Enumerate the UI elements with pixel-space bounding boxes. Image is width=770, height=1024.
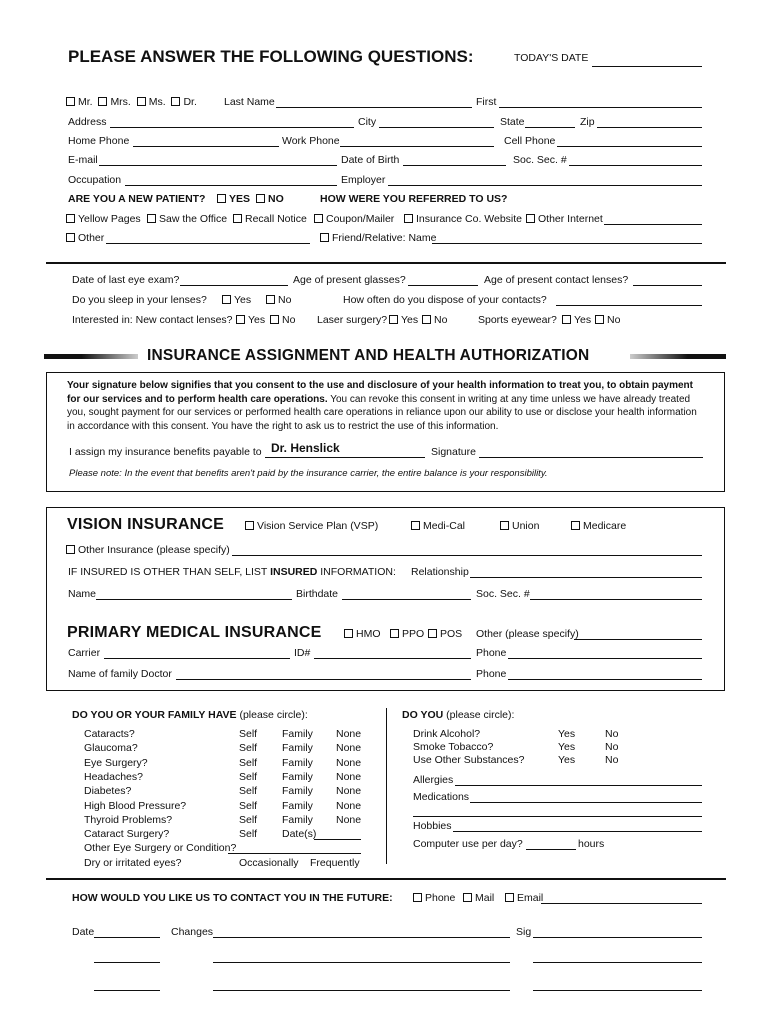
vision-other-field[interactable] bbox=[232, 555, 702, 556]
consent-text: Your signature below signifies that you consent to the use and disclosure of your health information to treat you, to obtain payment for our services and to perform health care operations. You can revoke this consent in writing at any time unless we have already treated you, sought payment for our services or performed health care operations in reliance upon our ability to use or disclose your health information in accordance with this consent. You have the right to ask us to restrict the use of this information. bbox=[67, 380, 697, 432]
computer-hours-field[interactable] bbox=[526, 849, 576, 850]
carrier-phone-label: Phone bbox=[476, 647, 507, 659]
vision-vsp[interactable]: Vision Service Plan (VSP) bbox=[245, 520, 378, 532]
checkbox-icon[interactable] bbox=[217, 194, 226, 203]
log-date-field[interactable] bbox=[94, 962, 160, 963]
checkbox-icon[interactable] bbox=[595, 315, 604, 324]
choice-self[interactable]: Self bbox=[239, 828, 258, 841]
checkbox-icon[interactable] bbox=[266, 295, 275, 304]
if-insured-label: IF INSURED IS OTHER THAN SELF, LIST INSURED INFORMATION: bbox=[68, 566, 396, 578]
log-sig-label: Sig bbox=[516, 926, 532, 938]
medical-other-label: Other (please specify) bbox=[476, 628, 579, 640]
medical-pos[interactable]: POS bbox=[428, 628, 462, 640]
log-sig-field[interactable] bbox=[533, 990, 702, 991]
family-history-heading: DO YOU OR YOUR FAMILY HAVE (please circle): bbox=[72, 709, 308, 721]
new-patient-label: ARE YOU A NEW PATIENT? bbox=[68, 193, 206, 205]
title-mr[interactable]: Mr. bbox=[66, 96, 93, 108]
city-field[interactable] bbox=[379, 127, 494, 128]
choice-self[interactable]: Self bbox=[239, 813, 258, 826]
checkbox-icon[interactable] bbox=[428, 629, 437, 638]
work-phone-field[interactable] bbox=[340, 146, 494, 147]
log-sig-field[interactable] bbox=[533, 962, 702, 963]
choice-self[interactable]: Self bbox=[239, 756, 258, 769]
age-glasses-label: Age of present glasses? bbox=[293, 274, 406, 286]
vision-union[interactable]: Union bbox=[500, 520, 539, 532]
log-changes-field[interactable] bbox=[213, 937, 510, 938]
sleep-no[interactable]: No bbox=[266, 294, 291, 306]
log-sig-field[interactable] bbox=[533, 937, 702, 938]
dispose-label: How often do you dispose of your contacts? bbox=[343, 294, 547, 306]
email-label: E-mail bbox=[68, 154, 98, 166]
ssn-field[interactable] bbox=[569, 165, 702, 166]
medical-id-field[interactable] bbox=[314, 658, 471, 659]
checkbox-icon[interactable] bbox=[320, 233, 329, 242]
vision-medicare[interactable]: Medicare bbox=[571, 520, 626, 532]
choice-no[interactable]: No bbox=[605, 728, 619, 740]
consent-box bbox=[46, 372, 725, 492]
first-name-label: First bbox=[476, 96, 497, 108]
last-name-label: Last Name bbox=[224, 96, 275, 108]
insurance-assignment-title: INSURANCE ASSIGNMENT AND HEALTH AUTHORIZATION bbox=[147, 347, 590, 364]
checkbox-icon[interactable] bbox=[500, 521, 509, 530]
choice-none[interactable]: None bbox=[336, 728, 362, 740]
referral-yellow-pages[interactable]: Yellow Pages bbox=[66, 213, 141, 225]
carrier-field[interactable] bbox=[104, 658, 290, 659]
assign-benefits-label: I assign my insurance benefits payable to bbox=[69, 446, 262, 458]
friend-name-field[interactable] bbox=[432, 243, 702, 244]
condition-label: Headaches? bbox=[84, 770, 143, 783]
log-date-field[interactable] bbox=[94, 990, 160, 991]
column-divider bbox=[386, 708, 387, 864]
carrier-label: Carrier bbox=[68, 647, 101, 659]
checkbox-icon[interactable] bbox=[66, 214, 75, 223]
sleep-yes[interactable]: Yes bbox=[222, 294, 251, 306]
condition-label: Glaucoma? bbox=[84, 742, 138, 755]
title-bar-right bbox=[630, 354, 726, 359]
dry-eyes-occasionally[interactable]: Occasionally bbox=[239, 857, 299, 869]
checkbox-icon[interactable] bbox=[147, 214, 156, 223]
title-bar-left bbox=[44, 354, 138, 359]
title-mrs[interactable]: Mrs. bbox=[98, 96, 130, 108]
choice-none[interactable]: None bbox=[336, 799, 362, 812]
doctor-phone-label: Phone bbox=[476, 668, 507, 680]
log-date-field[interactable] bbox=[94, 937, 160, 938]
email-field[interactable] bbox=[99, 165, 337, 166]
checkbox-icon[interactable] bbox=[526, 214, 535, 223]
other-surgery-label: Other Eye Surgery or Condition? bbox=[84, 842, 237, 854]
referral-other-internet[interactable]: Other Internet bbox=[526, 213, 603, 225]
interested-label: Interested in: New contact lenses? bbox=[72, 314, 233, 326]
medications-field[interactable] bbox=[470, 802, 702, 803]
occupation-label: Occupation bbox=[68, 174, 122, 186]
employer-label: Employer bbox=[341, 174, 386, 186]
medical-other-field[interactable] bbox=[574, 639, 702, 640]
choice-self[interactable]: Self bbox=[239, 785, 258, 798]
do-you-heading: DO YOU (please circle): bbox=[402, 709, 515, 721]
condition-label: High Blood Pressure? bbox=[84, 799, 187, 812]
cataract-dates-field[interactable] bbox=[314, 839, 361, 840]
hobbies-label: Hobbies bbox=[413, 820, 452, 832]
condition-label: Diabetes? bbox=[84, 785, 132, 798]
checkbox-icon[interactable] bbox=[137, 97, 146, 106]
contact-mail[interactable]: Mail bbox=[463, 892, 494, 904]
cataract-dates-label: Date(s) bbox=[282, 828, 317, 841]
state-field[interactable] bbox=[525, 127, 575, 128]
computer-use-label: Computer use per day? bbox=[413, 838, 523, 850]
checkbox-icon[interactable] bbox=[236, 315, 245, 324]
checkbox-icon[interactable] bbox=[270, 315, 279, 324]
medical-ppo[interactable]: PPO bbox=[390, 628, 424, 640]
relationship-label: Relationship bbox=[411, 566, 469, 578]
carrier-phone-field[interactable] bbox=[508, 658, 702, 659]
choice-self[interactable]: Self bbox=[239, 799, 258, 812]
home-phone-field[interactable] bbox=[133, 146, 279, 147]
choice-self[interactable]: Self bbox=[239, 770, 258, 783]
dry-eyes-label: Dry or irritated eyes? bbox=[84, 857, 182, 869]
allergies-label: Allergies bbox=[413, 774, 454, 786]
condition-label: Cataracts? bbox=[84, 728, 135, 740]
checkbox-icon[interactable] bbox=[411, 521, 420, 530]
checkbox-icon[interactable] bbox=[98, 97, 107, 106]
other-surgery-field[interactable] bbox=[228, 853, 361, 854]
choice-family[interactable]: Family bbox=[282, 742, 313, 755]
referred-label: HOW WERE YOU REFERRED TO US? bbox=[320, 193, 508, 205]
referral-recall-notice[interactable]: Recall Notice bbox=[233, 213, 307, 225]
occupation-field[interactable] bbox=[125, 185, 337, 186]
employer-field[interactable] bbox=[388, 185, 702, 186]
city-label: City bbox=[358, 116, 377, 128]
checkbox-icon[interactable] bbox=[344, 629, 353, 638]
choice-family[interactable]: Family bbox=[282, 785, 313, 798]
zip-field[interactable] bbox=[597, 127, 702, 128]
referral-coupon[interactable]: Coupon/Mailer bbox=[314, 213, 394, 225]
choice-none[interactable]: None bbox=[336, 770, 362, 783]
checkbox-icon[interactable] bbox=[66, 233, 75, 242]
insured-birthdate-field[interactable] bbox=[342, 599, 471, 600]
checkbox-icon[interactable] bbox=[66, 545, 75, 554]
section-divider-bottom bbox=[46, 878, 726, 880]
payee-name: Dr. Henslick bbox=[271, 441, 340, 455]
new-patient-yes[interactable]: YES bbox=[217, 193, 250, 205]
checkbox-icon[interactable] bbox=[66, 97, 75, 106]
log-changes-field[interactable] bbox=[213, 962, 510, 963]
log-date-label: Date bbox=[72, 926, 95, 938]
medications-field-2[interactable] bbox=[413, 816, 702, 817]
choice-family[interactable]: Family bbox=[282, 770, 313, 783]
dob-label: Date of Birth bbox=[341, 154, 400, 166]
contacts-no[interactable]: No bbox=[270, 314, 295, 326]
sleep-lenses-label: Do you sleep in your lenses? bbox=[72, 294, 207, 306]
ssn-label: Soc. Sec. # bbox=[513, 154, 567, 166]
choice-family[interactable]: Family bbox=[282, 756, 313, 769]
choice-none[interactable]: None bbox=[336, 742, 362, 755]
age-contacts-field[interactable] bbox=[633, 285, 702, 286]
checkbox-icon[interactable] bbox=[562, 315, 571, 324]
home-phone-label: Home Phone bbox=[68, 135, 130, 147]
dob-field[interactable] bbox=[403, 165, 506, 166]
age-contacts-label: Age of present contact lenses? bbox=[484, 274, 629, 286]
checkbox-icon[interactable] bbox=[505, 893, 514, 902]
title-options bbox=[66, 96, 197, 108]
contact-question: HOW WOULD YOU LIKE US TO CONTACT YOU IN THE FUTURE: bbox=[72, 892, 393, 904]
dispose-field[interactable] bbox=[556, 305, 702, 306]
contact-email-field[interactable] bbox=[541, 903, 702, 904]
last-exam-label: Date of last eye exam? bbox=[72, 274, 180, 286]
habit-label: Use Other Substances? bbox=[413, 754, 525, 766]
condition-label: Cataract Surgery? bbox=[84, 828, 170, 841]
doctor-phone-field[interactable] bbox=[508, 679, 702, 680]
referral-other-field[interactable] bbox=[106, 243, 310, 244]
family-doctor-field[interactable] bbox=[176, 679, 471, 680]
state-label: State bbox=[500, 116, 525, 128]
sports-no[interactable]: No bbox=[595, 314, 620, 326]
insured-birthdate-label: Birthdate bbox=[296, 588, 339, 600]
title-ms[interactable]: Ms. bbox=[137, 96, 166, 108]
last-exam-field[interactable] bbox=[180, 285, 288, 286]
checkbox-icon[interactable] bbox=[245, 521, 254, 530]
page-title: PLEASE ANSWER THE FOLLOWING QUESTIONS: bbox=[68, 47, 474, 66]
choice-none[interactable]: None bbox=[336, 813, 362, 826]
cell-phone-field[interactable] bbox=[557, 146, 702, 147]
work-phone-label: Work Phone bbox=[282, 135, 340, 147]
dry-eyes-frequently[interactable]: Frequently bbox=[310, 857, 360, 869]
insured-name-label: Name bbox=[68, 588, 97, 600]
referral-other[interactable]: Other bbox=[66, 232, 104, 244]
referral-insurance-website[interactable]: Insurance Co. Website bbox=[404, 213, 522, 225]
payee-field[interactable] bbox=[265, 457, 425, 458]
contacts-yes[interactable]: Yes bbox=[236, 314, 265, 326]
choice-family[interactable]: Family bbox=[282, 728, 313, 740]
checkbox-icon[interactable] bbox=[463, 893, 472, 902]
vision-medi-cal[interactable]: Medi-Cal bbox=[411, 520, 465, 532]
signature-field[interactable] bbox=[479, 457, 703, 458]
first-name-field[interactable] bbox=[499, 107, 702, 108]
checkbox-icon[interactable] bbox=[314, 214, 323, 223]
address-label: Address bbox=[68, 116, 107, 128]
choice-no[interactable]: No bbox=[605, 754, 619, 766]
checkbox-icon[interactable] bbox=[422, 315, 431, 324]
sports-yes[interactable]: Yes bbox=[562, 314, 591, 326]
section-divider bbox=[46, 262, 726, 264]
cell-phone-label: Cell Phone bbox=[504, 135, 556, 147]
choice-none[interactable]: None bbox=[336, 756, 362, 769]
vision-insurance-title: VISION INSURANCE bbox=[67, 516, 224, 533]
hobbies-field[interactable] bbox=[453, 831, 702, 832]
checkbox-icon[interactable] bbox=[256, 194, 265, 203]
primary-medical-title: PRIMARY MEDICAL INSURANCE bbox=[67, 624, 322, 641]
todays-date-label: TODAY'S DATE bbox=[514, 52, 589, 64]
checkbox-icon[interactable] bbox=[413, 893, 422, 902]
laser-label: Laser surgery? bbox=[317, 314, 388, 326]
log-changes-field[interactable] bbox=[213, 990, 510, 991]
relationship-field[interactable] bbox=[470, 577, 702, 578]
checkbox-icon[interactable] bbox=[390, 629, 399, 638]
choice-family[interactable]: Family bbox=[282, 799, 313, 812]
sports-label: Sports eyewear? bbox=[478, 314, 557, 326]
choice-yes[interactable]: Yes bbox=[558, 741, 576, 753]
contact-email[interactable]: Email bbox=[505, 892, 543, 904]
address-field[interactable] bbox=[110, 127, 354, 128]
balance-note: Please note: In the event that benefits aren't paid by the insurance carrier, the entire balance is your responsibility. bbox=[69, 468, 548, 479]
checkbox-icon[interactable] bbox=[571, 521, 580, 530]
medical-id-label: ID# bbox=[294, 647, 311, 659]
allergies-field[interactable] bbox=[455, 785, 702, 786]
choice-self[interactable]: Self bbox=[239, 742, 258, 755]
age-glasses-field[interactable] bbox=[408, 285, 478, 286]
checkbox-icon[interactable] bbox=[389, 315, 398, 324]
choice-self[interactable]: Self bbox=[239, 728, 258, 740]
checkbox-icon[interactable] bbox=[171, 97, 180, 106]
family-doctor-label: Name of family Doctor bbox=[68, 668, 172, 680]
insured-ssn-field[interactable] bbox=[530, 599, 702, 600]
new-patient-no[interactable]: NO bbox=[256, 193, 284, 205]
vision-other-insurance[interactable]: Other Insurance (please specify) bbox=[66, 544, 230, 556]
other-internet-field[interactable] bbox=[604, 224, 702, 225]
title-dr[interactable]: Dr. bbox=[171, 96, 196, 108]
checkbox-icon[interactable] bbox=[222, 295, 231, 304]
choice-family[interactable]: Family bbox=[282, 813, 313, 826]
choice-yes[interactable]: Yes bbox=[558, 754, 576, 766]
condition-label: Thyroid Problems? bbox=[84, 813, 173, 826]
choice-none[interactable]: None bbox=[336, 785, 362, 798]
laser-no[interactable]: No bbox=[422, 314, 447, 326]
hours-label: hours bbox=[578, 838, 605, 850]
medications-label: Medications bbox=[413, 791, 470, 803]
choice-no[interactable]: No bbox=[605, 741, 619, 753]
insured-ssn-label: Soc. Sec. # bbox=[476, 588, 530, 600]
referral-friend[interactable]: Friend/Relative: Name bbox=[320, 232, 436, 244]
checkbox-icon[interactable] bbox=[404, 214, 413, 223]
todays-date-field[interactable] bbox=[592, 66, 702, 67]
condition-label: Eye Surgery? bbox=[84, 756, 148, 769]
contact-phone[interactable]: Phone bbox=[413, 892, 455, 904]
zip-label: Zip bbox=[580, 116, 595, 128]
choice-yes[interactable]: Yes bbox=[558, 728, 576, 740]
insured-name-field[interactable] bbox=[96, 599, 292, 600]
medical-hmo[interactable]: HMO bbox=[344, 628, 381, 640]
laser-yes[interactable]: Yes bbox=[389, 314, 418, 326]
referral-saw-office[interactable]: Saw the Office bbox=[147, 213, 227, 225]
last-name-field[interactable] bbox=[276, 107, 472, 108]
habit-label: Smoke Tobacco? bbox=[413, 741, 494, 753]
habit-label: Drink Alcohol? bbox=[413, 728, 481, 740]
log-changes-label: Changes bbox=[171, 926, 214, 938]
checkbox-icon[interactable] bbox=[233, 214, 242, 223]
signature-label: Signature bbox=[431, 446, 476, 458]
